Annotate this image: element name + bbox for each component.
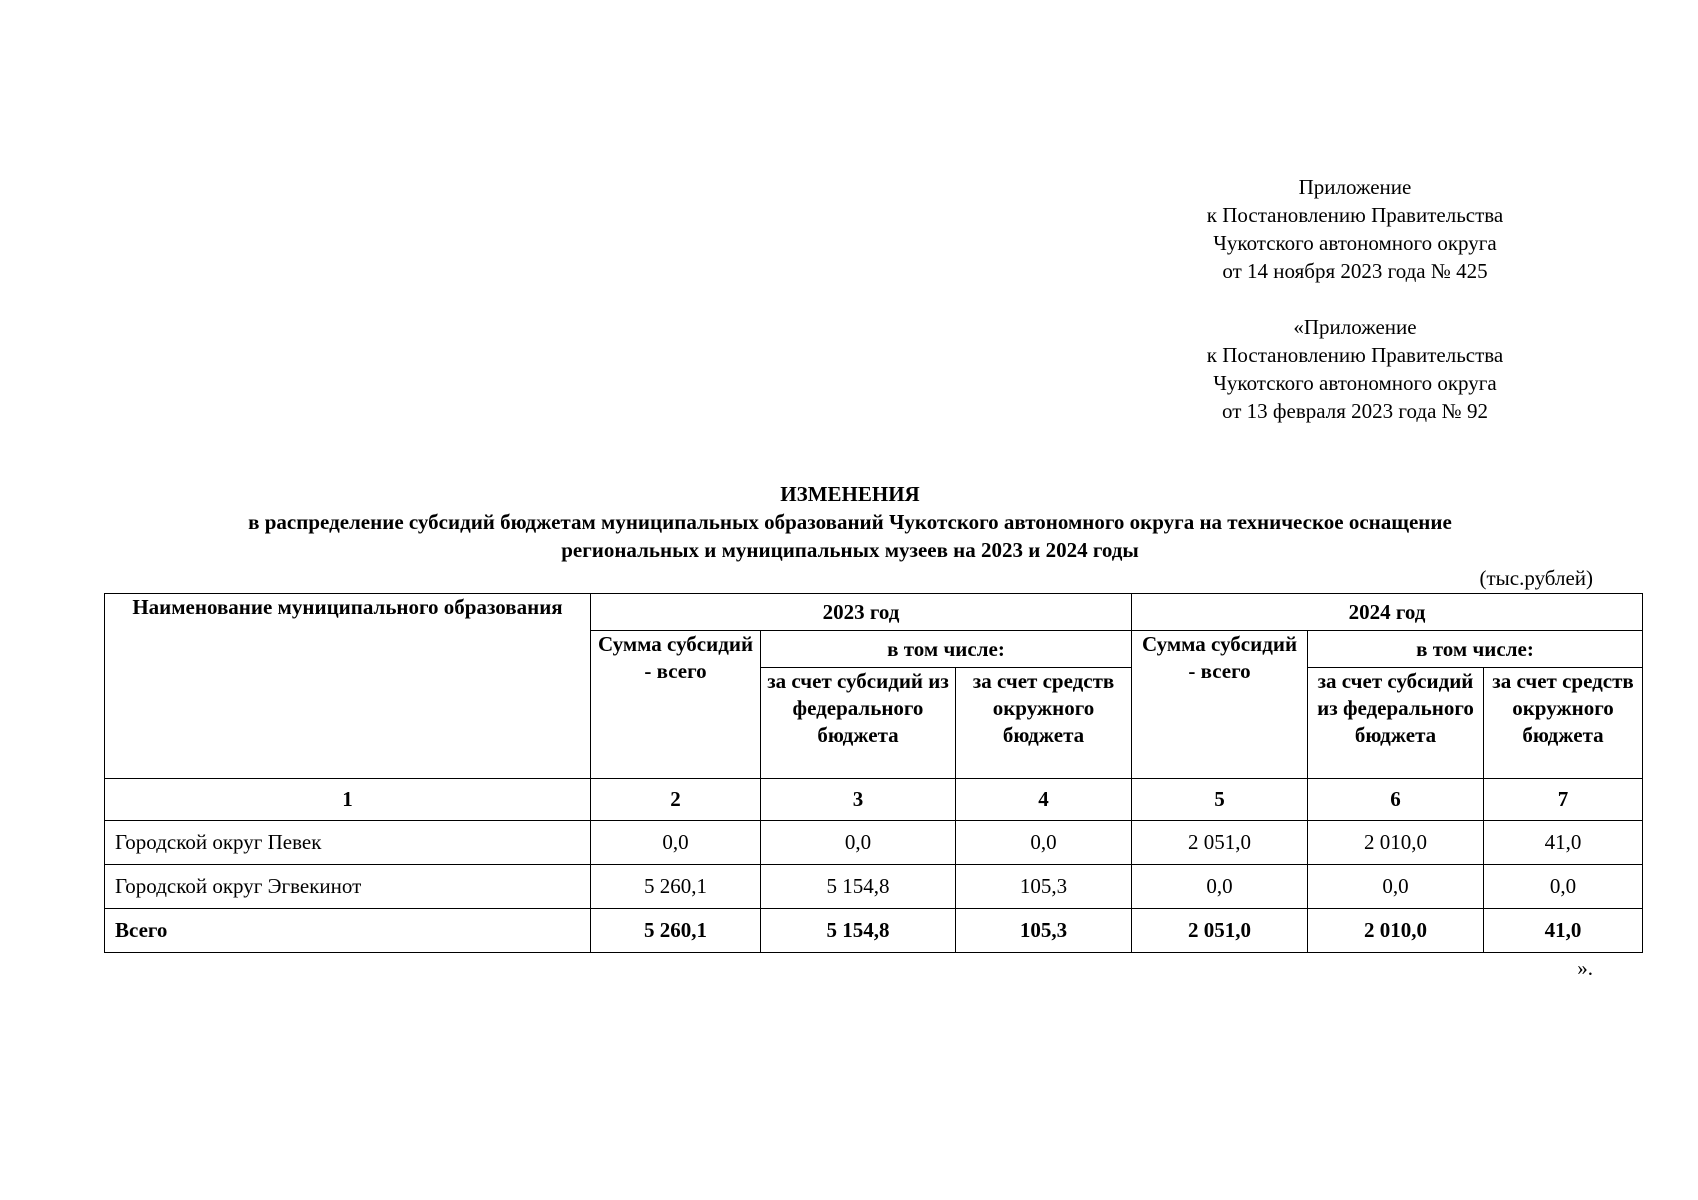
table-cell: 0,0 — [761, 821, 956, 865]
title-heading: ИЗМЕНЕНИЯ — [780, 482, 920, 506]
column-number: 4 — [956, 779, 1132, 821]
header-including-2024: в том числе: — [1308, 631, 1643, 668]
appendix-old-line: Чукотского автономного округа — [1213, 371, 1497, 395]
appendix-block — [1130, 173, 1580, 425]
total-cell: 41,0 — [1484, 909, 1643, 953]
table-row — [105, 865, 1643, 909]
header-including-2023: в том числе: — [761, 631, 1132, 668]
table-cell: 2 010,0 — [1308, 821, 1484, 865]
column-number: 1 — [105, 779, 591, 821]
header-total-2023: Сумма субсидий - всего — [591, 631, 761, 779]
header-row-years — [105, 594, 1643, 631]
appendix-old-line: к Постановлению Правительства — [1206, 343, 1504, 367]
table-cell: 41,0 — [1484, 821, 1643, 865]
column-number-row — [105, 779, 1643, 821]
column-number: 3 — [761, 779, 956, 821]
units-label: (тыс.рублей) — [1479, 566, 1593, 590]
title-line: региональных и муниципальных музеев на 2023 и 2024 годы — [561, 538, 1139, 562]
table-cell: 0,0 — [1132, 865, 1308, 909]
document-title — [100, 480, 1600, 564]
appendix-old-line: от 13 февраля 2023 года № 92 — [1222, 399, 1488, 423]
total-label: Всего — [105, 909, 591, 953]
table-cell: 0,0 — [591, 821, 761, 865]
total-cell: 5 260,1 — [591, 909, 761, 953]
header-year-2024: 2024 год — [1132, 594, 1643, 631]
total-cell: 2 010,0 — [1308, 909, 1484, 953]
table-row — [105, 821, 1643, 865]
header-total-2024: Сумма субсидий - всего — [1132, 631, 1308, 779]
table-cell: 0,0 — [956, 821, 1132, 865]
header-district-2023: за счет средств окружного бюджета — [956, 668, 1132, 779]
column-number: 5 — [1132, 779, 1308, 821]
subsidy-table — [104, 593, 1643, 953]
table-cell: 5 154,8 — [761, 865, 956, 909]
appendix-old-line: «Приложение — [1293, 315, 1417, 339]
title-line: в распределение субсидий бюджетам муниципальных образований Чукотского автономного округа на техническое оснащение — [248, 510, 1452, 534]
table-cell: 5 260,1 — [591, 865, 761, 909]
appendix-line: от 14 ноября 2023 года № 425 — [1222, 259, 1488, 283]
appendix-line: к Постановлению Правительства — [1206, 203, 1504, 227]
column-number: 6 — [1308, 779, 1484, 821]
header-federal-2024: за счет субсидий из федерального бюджета — [1308, 668, 1484, 779]
total-cell: 105,3 — [956, 909, 1132, 953]
header-federal-2023: за счет субсидий из федерального бюджета — [761, 668, 956, 779]
appendix-line: Приложение — [1298, 175, 1412, 199]
table-cell: 2 051,0 — [1132, 821, 1308, 865]
table-cell: 0,0 — [1484, 865, 1643, 909]
column-number: 7 — [1484, 779, 1643, 821]
total-cell: 5 154,8 — [761, 909, 956, 953]
total-cell: 2 051,0 — [1132, 909, 1308, 953]
appendix-line: Чукотского автономного округа — [1213, 231, 1497, 255]
municipality-name: Городской округ Эгвекинот — [105, 865, 591, 909]
spacer — [1130, 285, 1580, 313]
header-year-2023: 2023 год — [591, 594, 1132, 631]
closing-quote: ». — [1577, 956, 1593, 980]
total-row — [105, 909, 1643, 953]
column-number: 2 — [591, 779, 761, 821]
header-name: Наименование муниципального образования — [105, 594, 591, 779]
table-cell: 0,0 — [1308, 865, 1484, 909]
table-cell: 105,3 — [956, 865, 1132, 909]
municipality-name: Городской округ Певек — [105, 821, 591, 865]
header-district-2024: за счет средств окружного бюджета — [1484, 668, 1643, 779]
